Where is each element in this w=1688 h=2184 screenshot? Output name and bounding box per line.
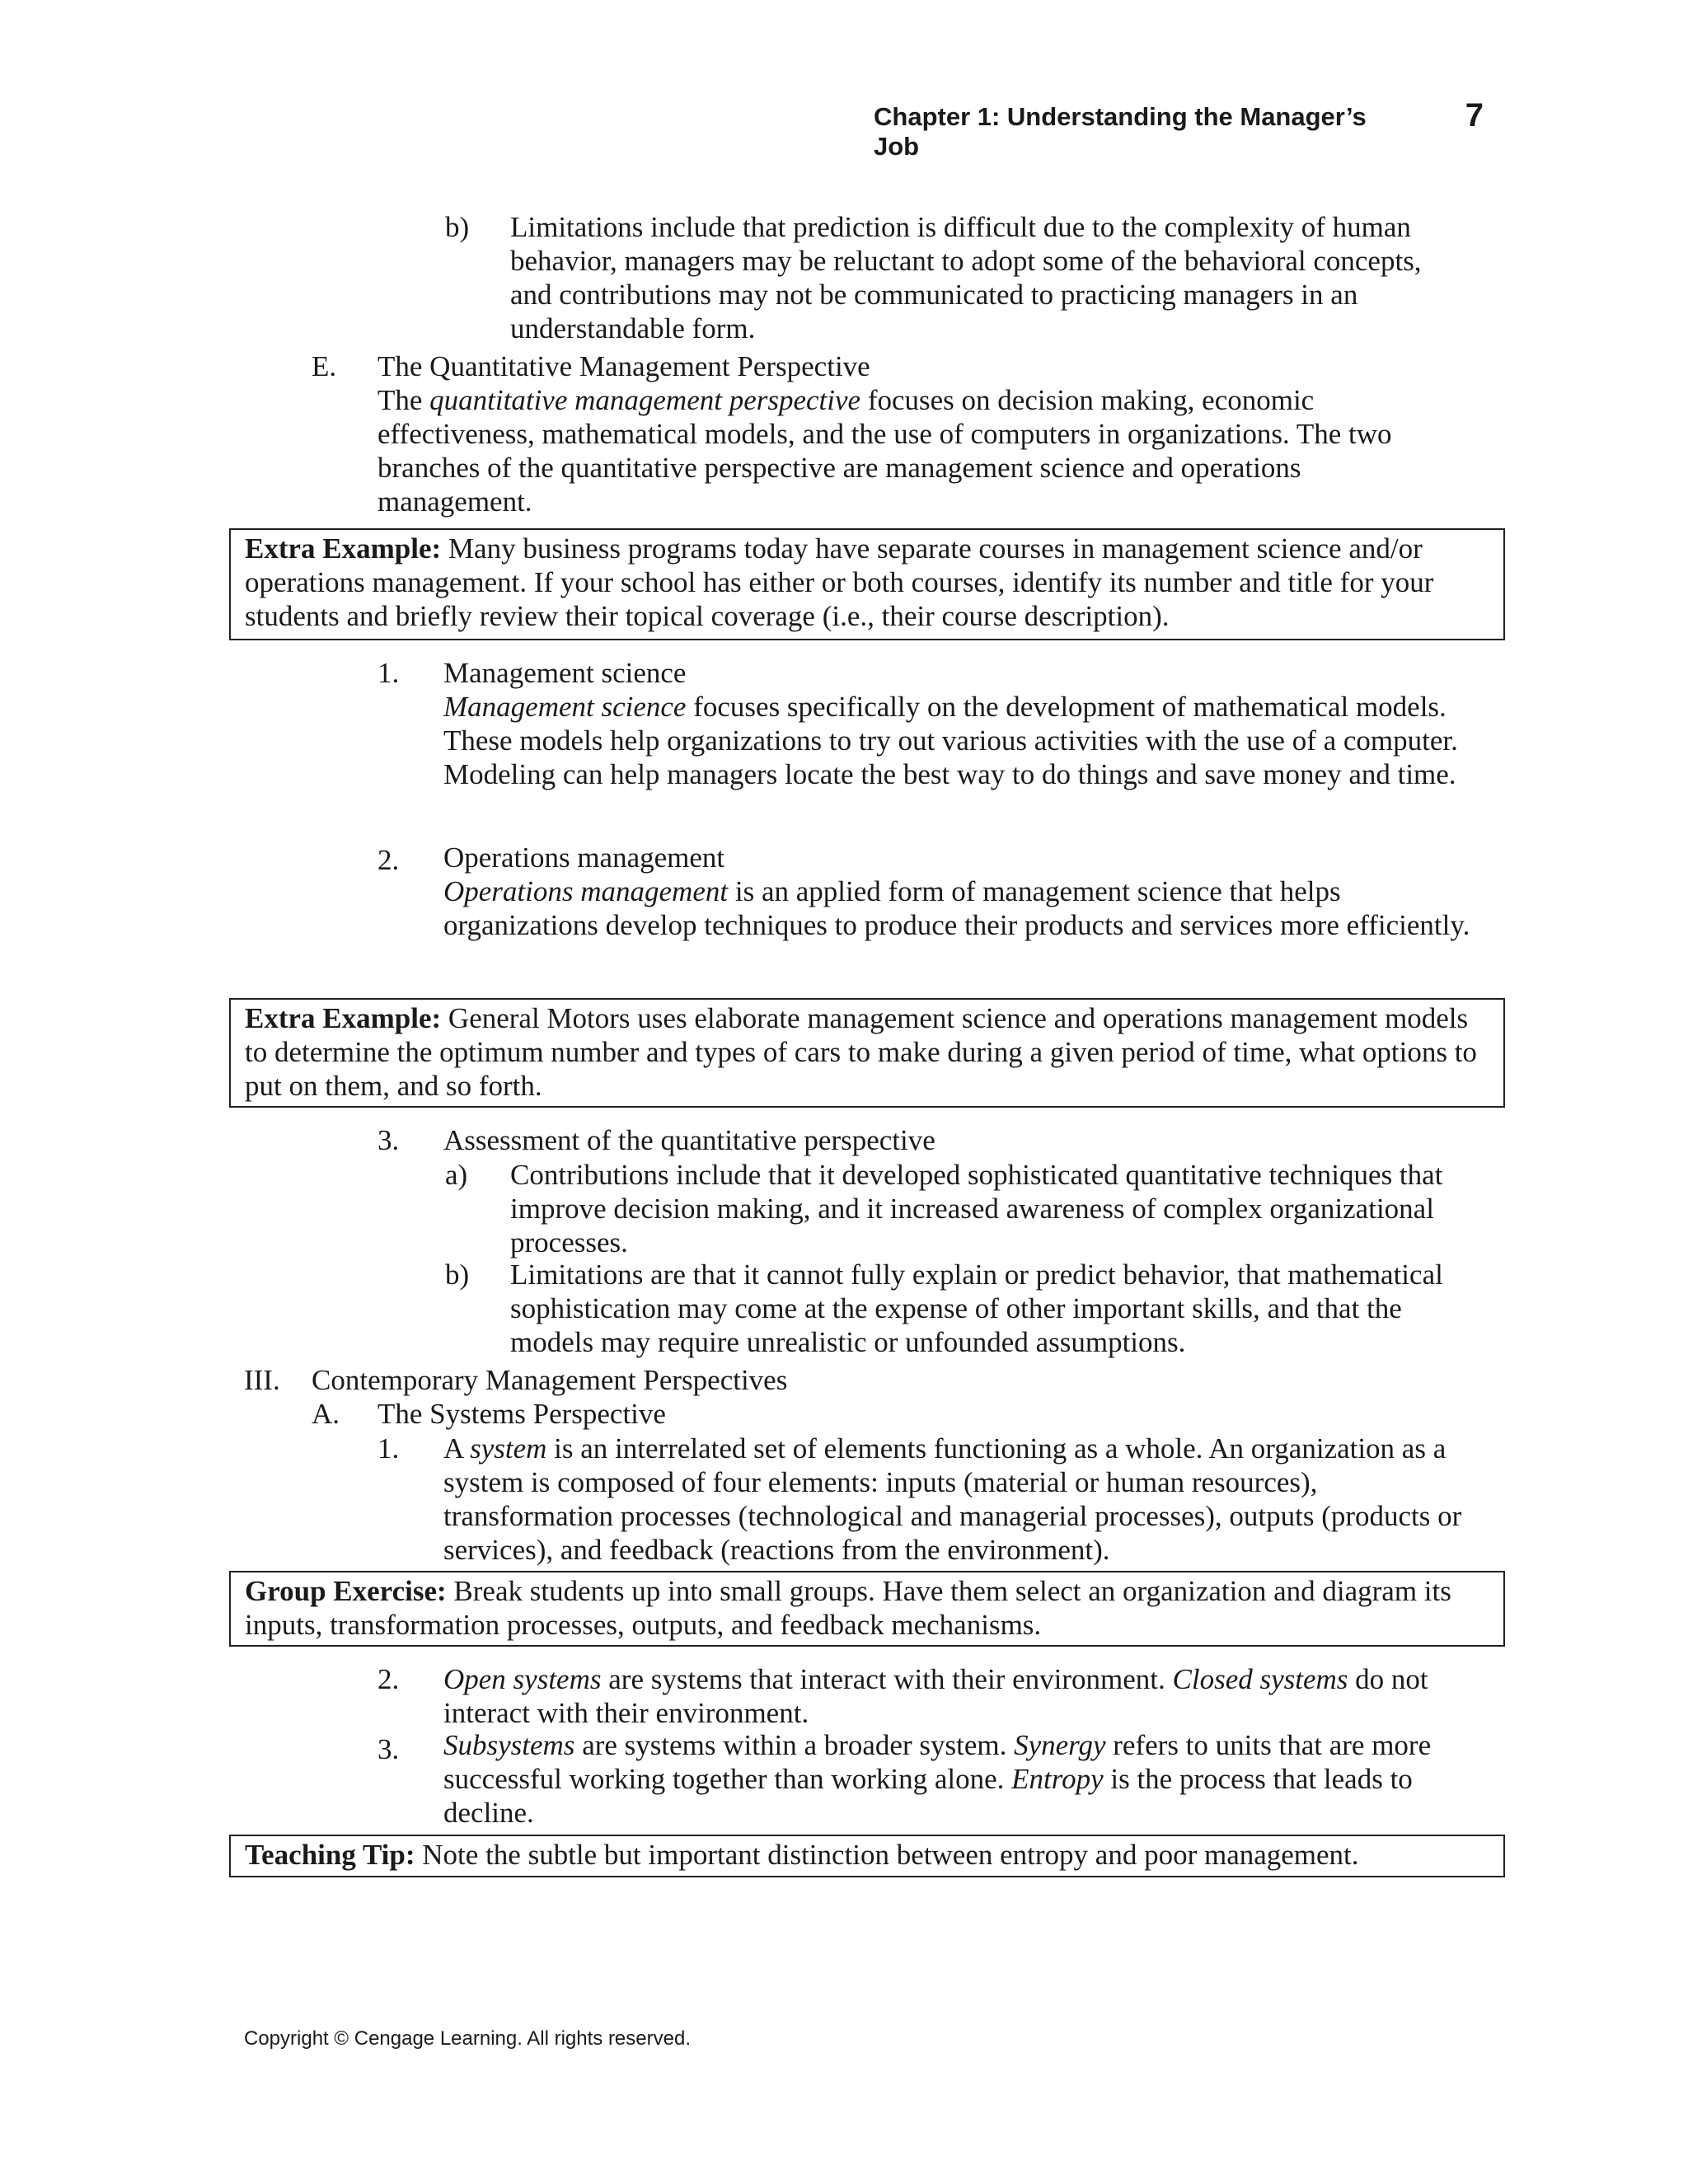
list-item-text: Limitations include that prediction is difficult due to the complexity of human behavior, managers may be reluctant to adopt some of the behavioral concepts, and contributions may not be communicated to practicing managers in an understandable form. <box>510 211 1422 344</box>
section-heading: The Quantitative Management Perspective <box>377 350 870 382</box>
extra-example-box: Extra Example: Many business programs today have separate courses in management science and/or operations management. If your school has either or both courses, identify its number and title for your students and briefly review their topical coverage (i.e., their course description). <box>229 528 1505 640</box>
list-item-heading: Management science <box>443 657 687 689</box>
list-item-paragraph: Subsystems are systems within a broader system. Synergy refers to units that are more successful working together than working alone. Entropy is the process that leads to decline. <box>443 1729 1432 1829</box>
defined-term: Closed systems <box>1172 1663 1348 1695</box>
copyright-footer: Copyright © Cengage Learning. All rights reserved. <box>244 2027 691 2050</box>
list-marker: 1. <box>377 657 400 689</box>
defined-term: Open systems <box>443 1663 602 1695</box>
list-marker: 2. <box>377 844 400 876</box>
box-label: Extra Example: <box>245 1002 442 1034</box>
defined-term: quantitative management perspective <box>429 384 861 416</box>
section-marker: E. <box>312 350 337 382</box>
list-marker: 3. <box>377 1733 400 1765</box>
defined-term: Operations management <box>443 875 729 907</box>
list-marker: a) <box>445 1159 468 1191</box>
list-item-text: Contributions include that it developed sophisticated quantitative techniques that improve decision making, and it increased awareness of complex organizational processes. <box>510 1159 1443 1258</box>
list-item-heading: Assessment of the quantitative perspective <box>443 1124 935 1156</box>
list-marker: 2. <box>377 1663 400 1695</box>
box-label: Teaching Tip: <box>245 1839 415 1871</box>
list-marker: 1. <box>377 1432 400 1465</box>
defined-term: Entropy <box>1011 1763 1104 1795</box>
defined-term: Subsystems <box>443 1729 575 1761</box>
section-paragraph: The quantitative management perspective focuses on decision making, economic effectiveness, mathematical models, and the use of computers in organizations. The two branches of the quantitative perspective are management science and operations management. <box>377 384 1392 518</box>
list-item-paragraph: Management science focuses specifically on the development of mathematical models. These models help organizations to try out various activities with the use of a computer. Modeling can help managers locate the best way to do things and save money and time. <box>443 691 1458 790</box>
page-number: 7 <box>1465 97 1484 134</box>
extra-example-box: Extra Example: General Motors uses elaborate management science and operations management models to determine the optimum number and types of cars to make during a given period of time, what options to put on them, and so forth. <box>229 998 1505 1108</box>
teaching-tip-box: Teaching Tip: Note the subtle but important distinction between entropy and poor management. <box>229 1835 1505 1877</box>
group-exercise-box: Group Exercise: Break students up into small groups. Have them select an organization and diagram its inputs, transformation processes, outputs, and feedback mechanisms. <box>229 1571 1505 1647</box>
section-heading: Contemporary Management Perspectives <box>312 1364 788 1396</box>
defined-term: Management science <box>443 691 687 723</box>
list-marker: b) <box>445 211 470 243</box>
section-marker: A. <box>312 1398 340 1430</box>
list-item-paragraph: Operations management is an applied form of management science that helps organizations develop techniques to produce their products and services more efficiently. <box>443 875 1470 941</box>
box-label: Group Exercise: <box>245 1575 447 1607</box>
list-marker: 3. <box>377 1124 400 1156</box>
list-item-text: Limitations are that it cannot fully explain or predict behavior, that mathematical sophistication may come at the expense of other important skills, and that the models may require unrealistic or unfounded assumptions. <box>510 1258 1443 1358</box>
chapter-title: Chapter 1: Understanding the Manager’s Job <box>874 102 1367 161</box>
section-heading: The Systems Perspective <box>377 1398 666 1430</box>
running-header <box>874 97 1484 161</box>
defined-term: Synergy <box>1014 1729 1106 1761</box>
section-marker: III. <box>244 1364 280 1396</box>
list-item-heading: Operations management <box>443 841 725 874</box>
list-item-paragraph: A system is an interrelated set of elements functioning as a whole. An organization as a system is composed of four elements: inputs (material or human resources), transformation processes (technological and managerial processes), outputs (products or services), and feedback (reactions from the environment). <box>443 1432 1462 1566</box>
list-marker: b) <box>445 1258 470 1291</box>
box-label: Extra Example: <box>245 532 442 565</box>
list-item-paragraph: Open systems are systems that interact with their environment. Closed systems do not interact with their environment. <box>443 1663 1428 1729</box>
defined-term: system <box>470 1432 547 1465</box>
